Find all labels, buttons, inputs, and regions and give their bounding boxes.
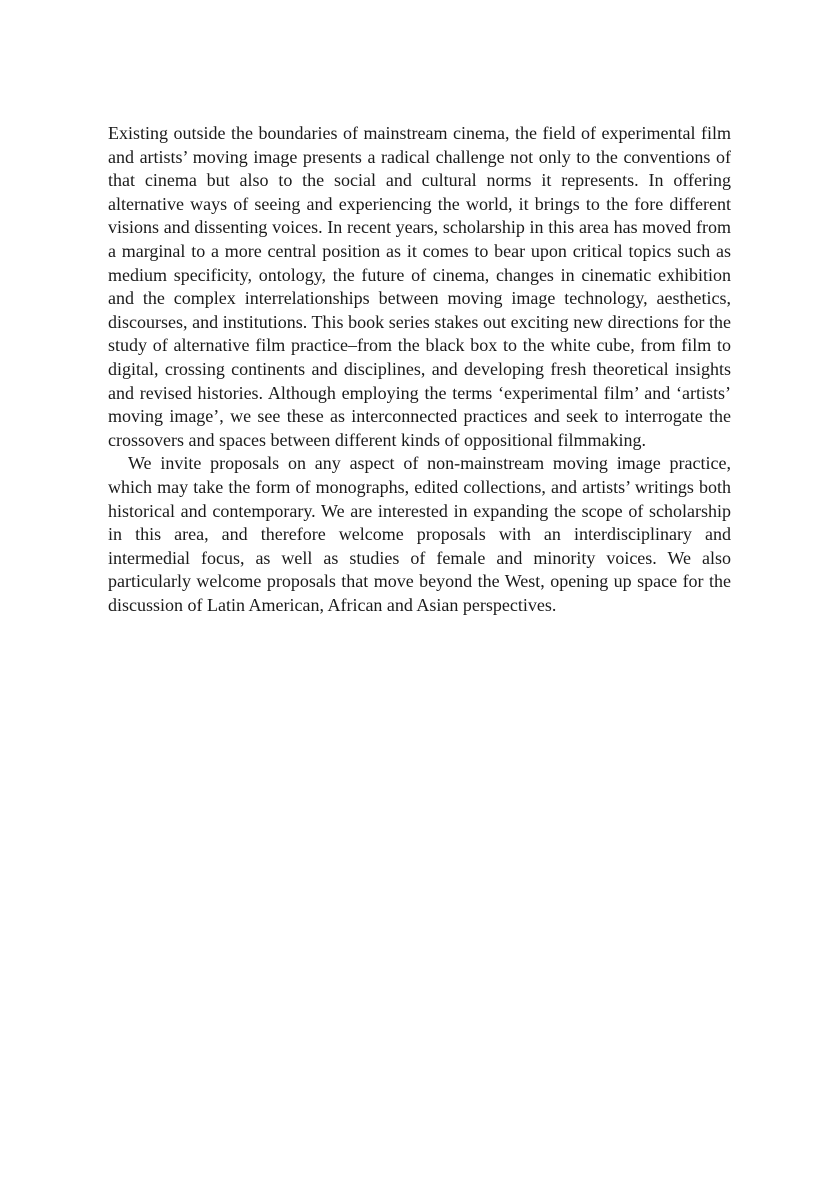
series-description xyxy=(108,122,731,617)
paragraph-series-scope: Existing outside the boundaries of mainstream cinema, the field of experimental film and artists’ moving image presents a radical challenge not only to the conventions of that cinema but also to the social and cultural norms it represents. In offering alternative ways of seeing and experiencing the world, it brings to the fore different visions and dissenting voices. In recent years, scholarship in this area has moved from a marginal to a more central position as it comes to bear upon critical topics such as medium specificity, ontology, the future of cinema, changes in cinematic exhibition and the complex interrelationships between moving image technology, aesthetics, discourses, and institutions. This book series stakes out exciting new directions for the study of alternative film practice–from the black box to the white cube, from film to digital, crossing continents and disciplines, and developing fresh theoretical insights and revised histories. Although employing the terms ‘experimental film’ and ‘artists’ moving image’, we see these as interconnected practices and seek to interrogate the crossovers and spaces between different kinds of oppositional filmmaking. xyxy=(108,123,731,450)
paragraph-call-for-proposals: We invite proposals on any aspect of non-mainstream moving image practice, which may take the form of monographs, edited collections, and artists’ writings both historical and contemporary. We are interested in expanding the scope of scholarship in this area, and therefore welcome proposals with an interdisciplinary and intermedial focus, as well as studies of female and minority voices. We also particularly welcome proposals that move beyond the West, opening up space for the discussion of Latin American, African and Asian perspectives. xyxy=(108,453,731,615)
